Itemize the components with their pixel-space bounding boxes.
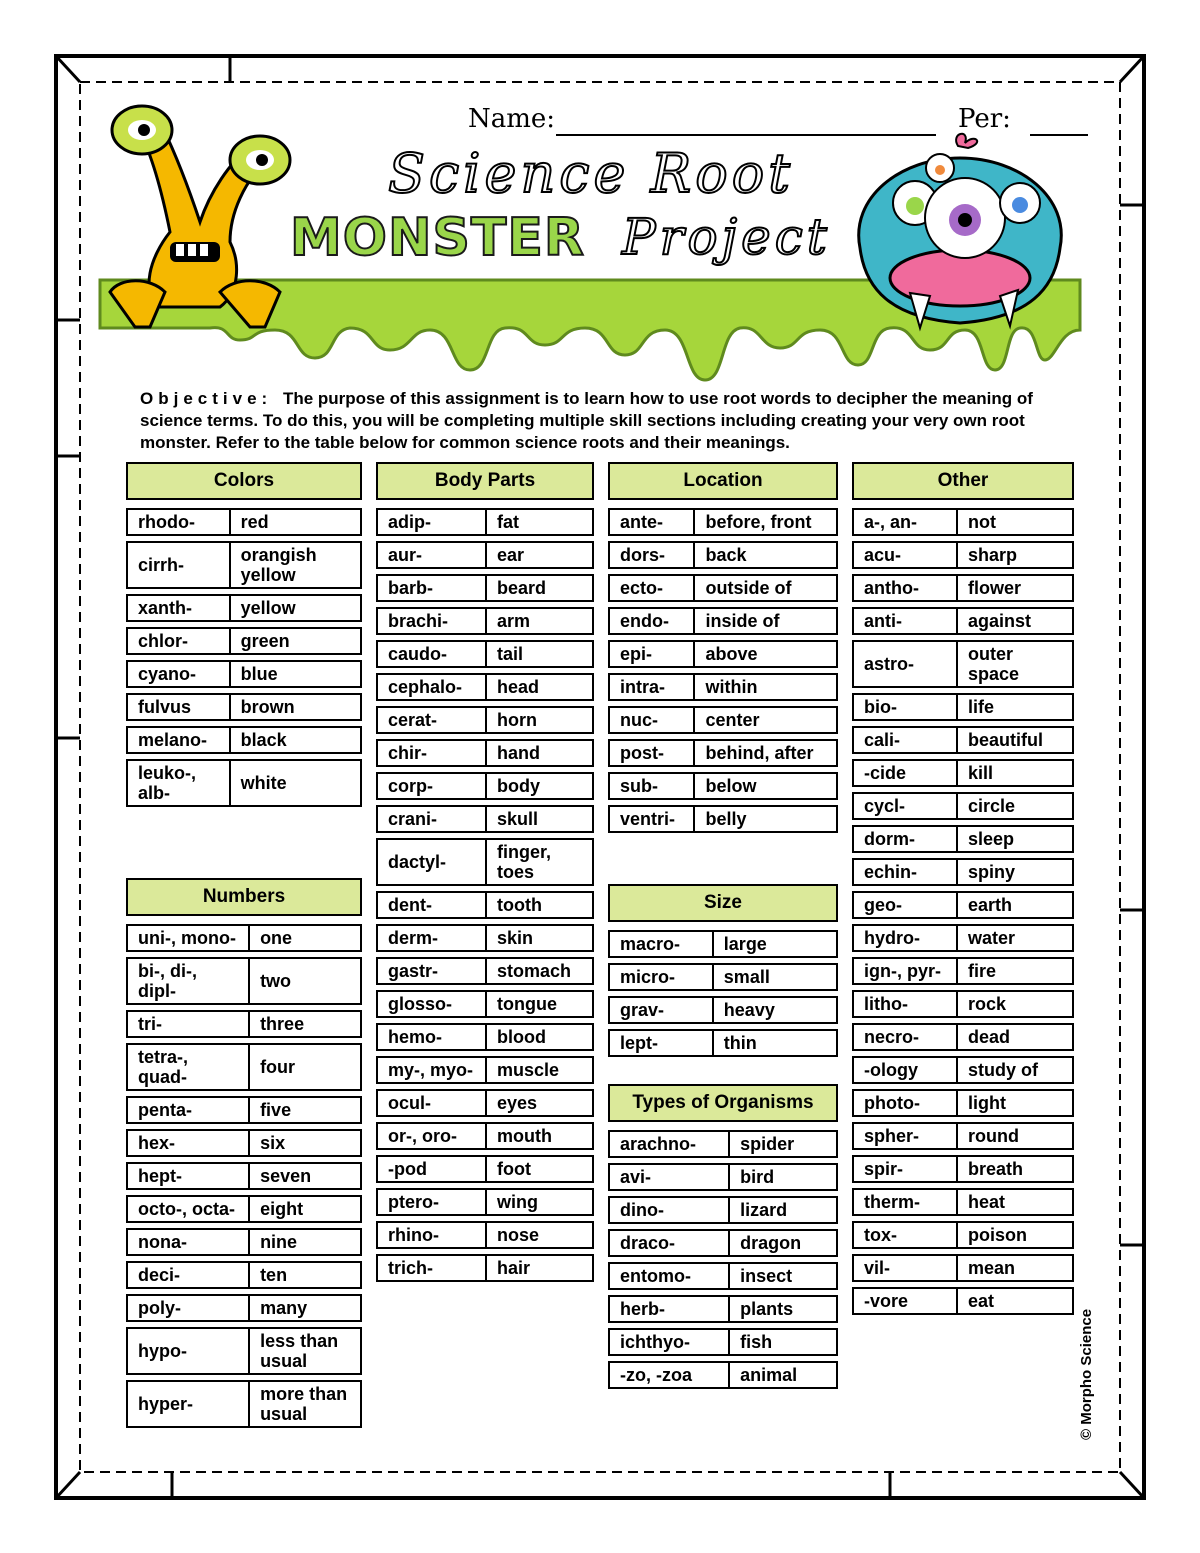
meaning-cell: wing (485, 1188, 594, 1216)
table-row (376, 805, 594, 833)
table-row (852, 1287, 1074, 1315)
root-cell: dors- (608, 541, 693, 569)
meaning-cell: one (248, 924, 362, 952)
table-row (126, 508, 362, 536)
meaning-cell: behind, after (693, 739, 838, 767)
table-row (852, 607, 1074, 635)
table-row (376, 990, 594, 1018)
title-project: Project (622, 208, 831, 266)
meaning-cell: before, front (693, 508, 838, 536)
table-row (376, 739, 594, 767)
table-row (126, 594, 362, 622)
meaning-cell: sharp (956, 541, 1074, 569)
root-cell: hex- (126, 1129, 248, 1157)
meaning-cell: less than usual (248, 1327, 362, 1375)
meaning-cell: horn (485, 706, 594, 734)
root-cell: spir- (852, 1155, 956, 1183)
root-cell: -cide (852, 759, 956, 787)
meaning-cell: orangish yellow (229, 541, 362, 589)
table-row (376, 1056, 594, 1084)
meaning-cell: beautiful (956, 726, 1074, 754)
table-row (608, 1229, 838, 1257)
meaning-cell: above (693, 640, 838, 668)
table-row (376, 1221, 594, 1249)
root-cell: herb- (608, 1295, 728, 1323)
root-cell: cyano- (126, 660, 229, 688)
root-cell: lept- (608, 1029, 712, 1057)
table-row (376, 706, 594, 734)
root-cell: nona- (126, 1228, 248, 1256)
meaning-cell: brown (229, 693, 362, 721)
root-cell: spher- (852, 1122, 956, 1150)
meaning-cell: six (248, 1129, 362, 1157)
table-row (126, 1010, 362, 1038)
meaning-cell: dragon (728, 1229, 838, 1257)
table-row (608, 996, 838, 1024)
meaning-cell: water (956, 924, 1074, 952)
root-cell: hept- (126, 1162, 248, 1190)
root-cell: tri- (126, 1010, 248, 1038)
table-row (126, 1096, 362, 1124)
meaning-cell: skull (485, 805, 594, 833)
table-row (852, 574, 1074, 602)
root-cell: hemo- (376, 1023, 485, 1051)
table-row (608, 640, 838, 668)
root-cell: dactyl- (376, 838, 485, 886)
meaning-cell: outside of (693, 574, 838, 602)
root-cell: deci- (126, 1261, 248, 1289)
table-row (376, 607, 594, 635)
table-row (126, 1195, 362, 1223)
meaning-cell: lizard (728, 1196, 838, 1224)
table-row (852, 693, 1074, 721)
root-cell: tetra-, quad- (126, 1043, 248, 1091)
root-cell: or-, oro- (376, 1122, 485, 1150)
root-cell: geo- (852, 891, 956, 919)
root-cell: bi-, di-, dipl- (126, 957, 248, 1005)
table-row (376, 574, 594, 602)
period-label: Per: (958, 104, 1011, 134)
body-parts-table (376, 462, 594, 1287)
table-row (126, 1162, 362, 1190)
meaning-cell: heavy (712, 996, 838, 1024)
numbers-table (126, 878, 362, 1433)
meaning-cell: round (956, 1122, 1074, 1150)
meaning-cell: stomach (485, 957, 594, 985)
root-cell: cerat- (376, 706, 485, 734)
table-row (126, 957, 362, 1005)
root-cell: dent- (376, 891, 485, 919)
meaning-cell: white (229, 759, 362, 807)
root-cell: ante- (608, 508, 693, 536)
meaning-cell: spiny (956, 858, 1074, 886)
title-science-root: Science Root (388, 142, 794, 205)
objective-text: The purpose of this assignment is to learn how to use root words to decipher the meaning of science terms. To do this, you will be completing multiple skill sections including creating your very own root monster. Refer to the table below for common science roots and their meanings. (140, 389, 1033, 452)
objective-paragraph (140, 388, 1070, 454)
root-cell: my-, myo- (376, 1056, 485, 1084)
table-row (376, 1089, 594, 1117)
table-row (376, 673, 594, 701)
yellow-monster-illustration (90, 92, 310, 332)
table-row (852, 990, 1074, 1018)
root-cell: vil- (852, 1254, 956, 1282)
colors-title: Colors (126, 462, 362, 500)
table-row (126, 924, 362, 952)
location-table (608, 462, 838, 838)
meaning-cell: hair (485, 1254, 594, 1282)
table-row (376, 1155, 594, 1183)
root-cell: therm- (852, 1188, 956, 1216)
organisms-table (608, 1084, 838, 1394)
table-row (608, 541, 838, 569)
meaning-cell: blue (229, 660, 362, 688)
table-row (126, 627, 362, 655)
root-cell: chir- (376, 739, 485, 767)
root-cell: grav- (608, 996, 712, 1024)
root-cell: trich- (376, 1254, 485, 1282)
meaning-cell: mouth (485, 1122, 594, 1150)
table-row (376, 640, 594, 668)
table-row (376, 508, 594, 536)
meaning-cell: circle (956, 792, 1074, 820)
blue-monster-illustration (840, 128, 1080, 348)
root-cell: melano- (126, 726, 229, 754)
root-cell: hyper- (126, 1380, 248, 1428)
table-row (376, 1122, 594, 1150)
meaning-cell: foot (485, 1155, 594, 1183)
size-table (608, 884, 838, 1062)
meaning-cell: light (956, 1089, 1074, 1117)
root-cell: -ology (852, 1056, 956, 1084)
meaning-cell: poison (956, 1221, 1074, 1249)
meaning-cell: eight (248, 1195, 362, 1223)
table-row (608, 1361, 838, 1389)
root-cell: brachi- (376, 607, 485, 635)
root-cell: poly- (126, 1294, 248, 1322)
table-row (126, 759, 362, 807)
meaning-cell: yellow (229, 594, 362, 622)
meaning-cell: below (693, 772, 838, 800)
root-cell: cirrh- (126, 541, 229, 589)
meaning-cell: black (229, 726, 362, 754)
root-cell: -zo, -zoa (608, 1361, 728, 1389)
meaning-cell: spider (728, 1130, 838, 1158)
name-label: Name: (468, 104, 556, 134)
table-row (608, 574, 838, 602)
meaning-cell: large (712, 930, 838, 958)
root-cell: uni-, mono- (126, 924, 248, 952)
meaning-cell: muscle (485, 1056, 594, 1084)
root-cell: necro- (852, 1023, 956, 1051)
meaning-cell: nose (485, 1221, 594, 1249)
meaning-cell: fire (956, 957, 1074, 985)
table-row (608, 1130, 838, 1158)
root-cell: xanth- (126, 594, 229, 622)
root-cell: ptero- (376, 1188, 485, 1216)
meaning-cell: bird (728, 1163, 838, 1191)
root-cell: adip- (376, 508, 485, 536)
root-cell: draco- (608, 1229, 728, 1257)
table-row (608, 1262, 838, 1290)
meaning-cell: belly (693, 805, 838, 833)
meaning-cell: center (693, 706, 838, 734)
meaning-cell: rock (956, 990, 1074, 1018)
table-row (126, 1327, 362, 1375)
meaning-cell: tooth (485, 891, 594, 919)
table-row (608, 963, 838, 991)
meaning-cell: beard (485, 574, 594, 602)
root-cell: leuko-, alb- (126, 759, 229, 807)
meaning-cell: insect (728, 1262, 838, 1290)
meaning-cell: tongue (485, 990, 594, 1018)
meaning-cell: animal (728, 1361, 838, 1389)
meaning-cell: fat (485, 508, 594, 536)
root-cell: dino- (608, 1196, 728, 1224)
table-row (126, 1228, 362, 1256)
other-table (852, 462, 1074, 1320)
table-row (376, 1023, 594, 1051)
root-cell: rhodo- (126, 508, 229, 536)
root-cell: glosso- (376, 990, 485, 1018)
meaning-cell: life (956, 693, 1074, 721)
meaning-cell: three (248, 1010, 362, 1038)
meaning-cell: earth (956, 891, 1074, 919)
root-cell: aur- (376, 541, 485, 569)
table-row (608, 706, 838, 734)
other-title: Other (852, 462, 1074, 500)
meaning-cell: five (248, 1096, 362, 1124)
root-cell: entomo- (608, 1262, 728, 1290)
table-row (852, 1221, 1074, 1249)
body-parts-title: Body Parts (376, 462, 594, 500)
table-row (852, 508, 1074, 536)
table-row (126, 693, 362, 721)
root-cell: cycl- (852, 792, 956, 820)
root-cell: chlor- (126, 627, 229, 655)
meaning-cell: mean (956, 1254, 1074, 1282)
table-row (852, 759, 1074, 787)
meaning-cell: not (956, 508, 1074, 536)
objective-label: Objective: (140, 389, 273, 408)
meaning-cell: sleep (956, 825, 1074, 853)
root-cell: ign-, pyr- (852, 957, 956, 985)
root-cell: macro- (608, 930, 712, 958)
table-row (608, 772, 838, 800)
colors-table (126, 462, 362, 812)
meaning-cell: nine (248, 1228, 362, 1256)
meaning-cell: two (248, 957, 362, 1005)
meaning-cell: skin (485, 924, 594, 952)
table-row (376, 1188, 594, 1216)
root-cell: endo- (608, 607, 693, 635)
root-cell: bio- (852, 693, 956, 721)
root-cell: intra- (608, 673, 693, 701)
table-row (126, 541, 362, 589)
table-row (608, 1295, 838, 1323)
root-cell: gastr- (376, 957, 485, 985)
root-cell: ventri- (608, 805, 693, 833)
root-cell: hypo- (126, 1327, 248, 1375)
root-cell: micro- (608, 963, 712, 991)
meaning-cell: back (693, 541, 838, 569)
meaning-cell: tail (485, 640, 594, 668)
root-cell: fulvus (126, 693, 229, 721)
meaning-cell: green (229, 627, 362, 655)
root-cell: arachno- (608, 1130, 728, 1158)
table-row (376, 957, 594, 985)
table-row (126, 660, 362, 688)
meaning-cell: breath (956, 1155, 1074, 1183)
table-row (852, 858, 1074, 886)
root-cell: sub- (608, 772, 693, 800)
root-cell: octo-, octa- (126, 1195, 248, 1223)
table-row (852, 1155, 1074, 1183)
root-cell: tox- (852, 1221, 956, 1249)
root-cell: ocul- (376, 1089, 485, 1117)
root-cell: astro- (852, 640, 956, 688)
meaning-cell: plants (728, 1295, 838, 1323)
meaning-cell: fish (728, 1328, 838, 1356)
table-row (608, 1029, 838, 1057)
meaning-cell: eyes (485, 1089, 594, 1117)
table-row (608, 739, 838, 767)
root-cell: avi- (608, 1163, 728, 1191)
root-cell: ichthyo- (608, 1328, 728, 1356)
root-cell: barb- (376, 574, 485, 602)
root-cell: -vore (852, 1287, 956, 1315)
root-cell: a-, an- (852, 508, 956, 536)
meaning-cell: inside of (693, 607, 838, 635)
size-title: Size (608, 884, 838, 922)
table-row (376, 772, 594, 800)
table-row (852, 924, 1074, 952)
table-row (852, 1122, 1074, 1150)
table-row (852, 1056, 1074, 1084)
root-cell: -pod (376, 1155, 485, 1183)
meaning-cell: body (485, 772, 594, 800)
meaning-cell: within (693, 673, 838, 701)
table-row (126, 726, 362, 754)
meaning-cell: red (229, 508, 362, 536)
table-row (608, 673, 838, 701)
root-cell: anti- (852, 607, 956, 635)
meaning-cell: eat (956, 1287, 1074, 1315)
organisms-title: Types of Organisms (608, 1084, 838, 1122)
root-cell: derm- (376, 924, 485, 952)
meaning-cell: arm (485, 607, 594, 635)
root-cell: photo- (852, 1089, 956, 1117)
numbers-title: Numbers (126, 878, 362, 916)
root-cell: rhino- (376, 1221, 485, 1249)
root-cell: hydro- (852, 924, 956, 952)
root-cell: caudo- (376, 640, 485, 668)
root-cell: litho- (852, 990, 956, 1018)
title-monster: MONSTER (290, 208, 585, 268)
meaning-cell: more than usual (248, 1380, 362, 1428)
meaning-cell: many (248, 1294, 362, 1322)
root-cell: corp- (376, 772, 485, 800)
table-row (852, 1188, 1074, 1216)
table-row (852, 726, 1074, 754)
meaning-cell: seven (248, 1162, 362, 1190)
root-cell: dorm- (852, 825, 956, 853)
table-row (376, 838, 594, 886)
table-row (608, 508, 838, 536)
table-row (852, 1254, 1074, 1282)
table-row (852, 640, 1074, 688)
table-row (852, 891, 1074, 919)
table-row (376, 1254, 594, 1282)
root-cell: echin- (852, 858, 956, 886)
root-cell: post- (608, 739, 693, 767)
root-cell: antho- (852, 574, 956, 602)
table-row (376, 924, 594, 952)
meaning-cell: ear (485, 541, 594, 569)
table-row (852, 1089, 1074, 1117)
table-row (608, 1163, 838, 1191)
table-row (608, 930, 838, 958)
copyright-text: © Morpho Science (1078, 1308, 1095, 1440)
root-cell: cephalo- (376, 673, 485, 701)
table-row (852, 825, 1074, 853)
table-row (376, 541, 594, 569)
table-row (608, 1328, 838, 1356)
meaning-cell: ten (248, 1261, 362, 1289)
meaning-cell: four (248, 1043, 362, 1091)
meaning-cell: kill (956, 759, 1074, 787)
table-row (126, 1043, 362, 1091)
meaning-cell: hand (485, 739, 594, 767)
location-title: Location (608, 462, 838, 500)
meaning-cell: outer space (956, 640, 1074, 688)
table-row (852, 957, 1074, 985)
root-cell: crani- (376, 805, 485, 833)
meaning-cell: dead (956, 1023, 1074, 1051)
table-row (608, 1196, 838, 1224)
table-row (608, 607, 838, 635)
meaning-cell: heat (956, 1188, 1074, 1216)
root-cell: epi- (608, 640, 693, 668)
meaning-cell: blood (485, 1023, 594, 1051)
root-cell: acu- (852, 541, 956, 569)
meaning-cell: against (956, 607, 1074, 635)
table-row (852, 1023, 1074, 1051)
meaning-cell: flower (956, 574, 1074, 602)
root-cell: cali- (852, 726, 956, 754)
table-row (852, 792, 1074, 820)
root-cell: penta- (126, 1096, 248, 1124)
table-row (126, 1129, 362, 1157)
meaning-cell: finger, toes (485, 838, 594, 886)
table-row (126, 1261, 362, 1289)
meaning-cell: thin (712, 1029, 838, 1057)
table-row (376, 891, 594, 919)
root-cell: ecto- (608, 574, 693, 602)
table-row (852, 541, 1074, 569)
meaning-cell: head (485, 673, 594, 701)
table-row (608, 805, 838, 833)
table-row (126, 1294, 362, 1322)
table-row (126, 1380, 362, 1428)
meaning-cell: small (712, 963, 838, 991)
root-cell: nuc- (608, 706, 693, 734)
meaning-cell: study of (956, 1056, 1074, 1084)
